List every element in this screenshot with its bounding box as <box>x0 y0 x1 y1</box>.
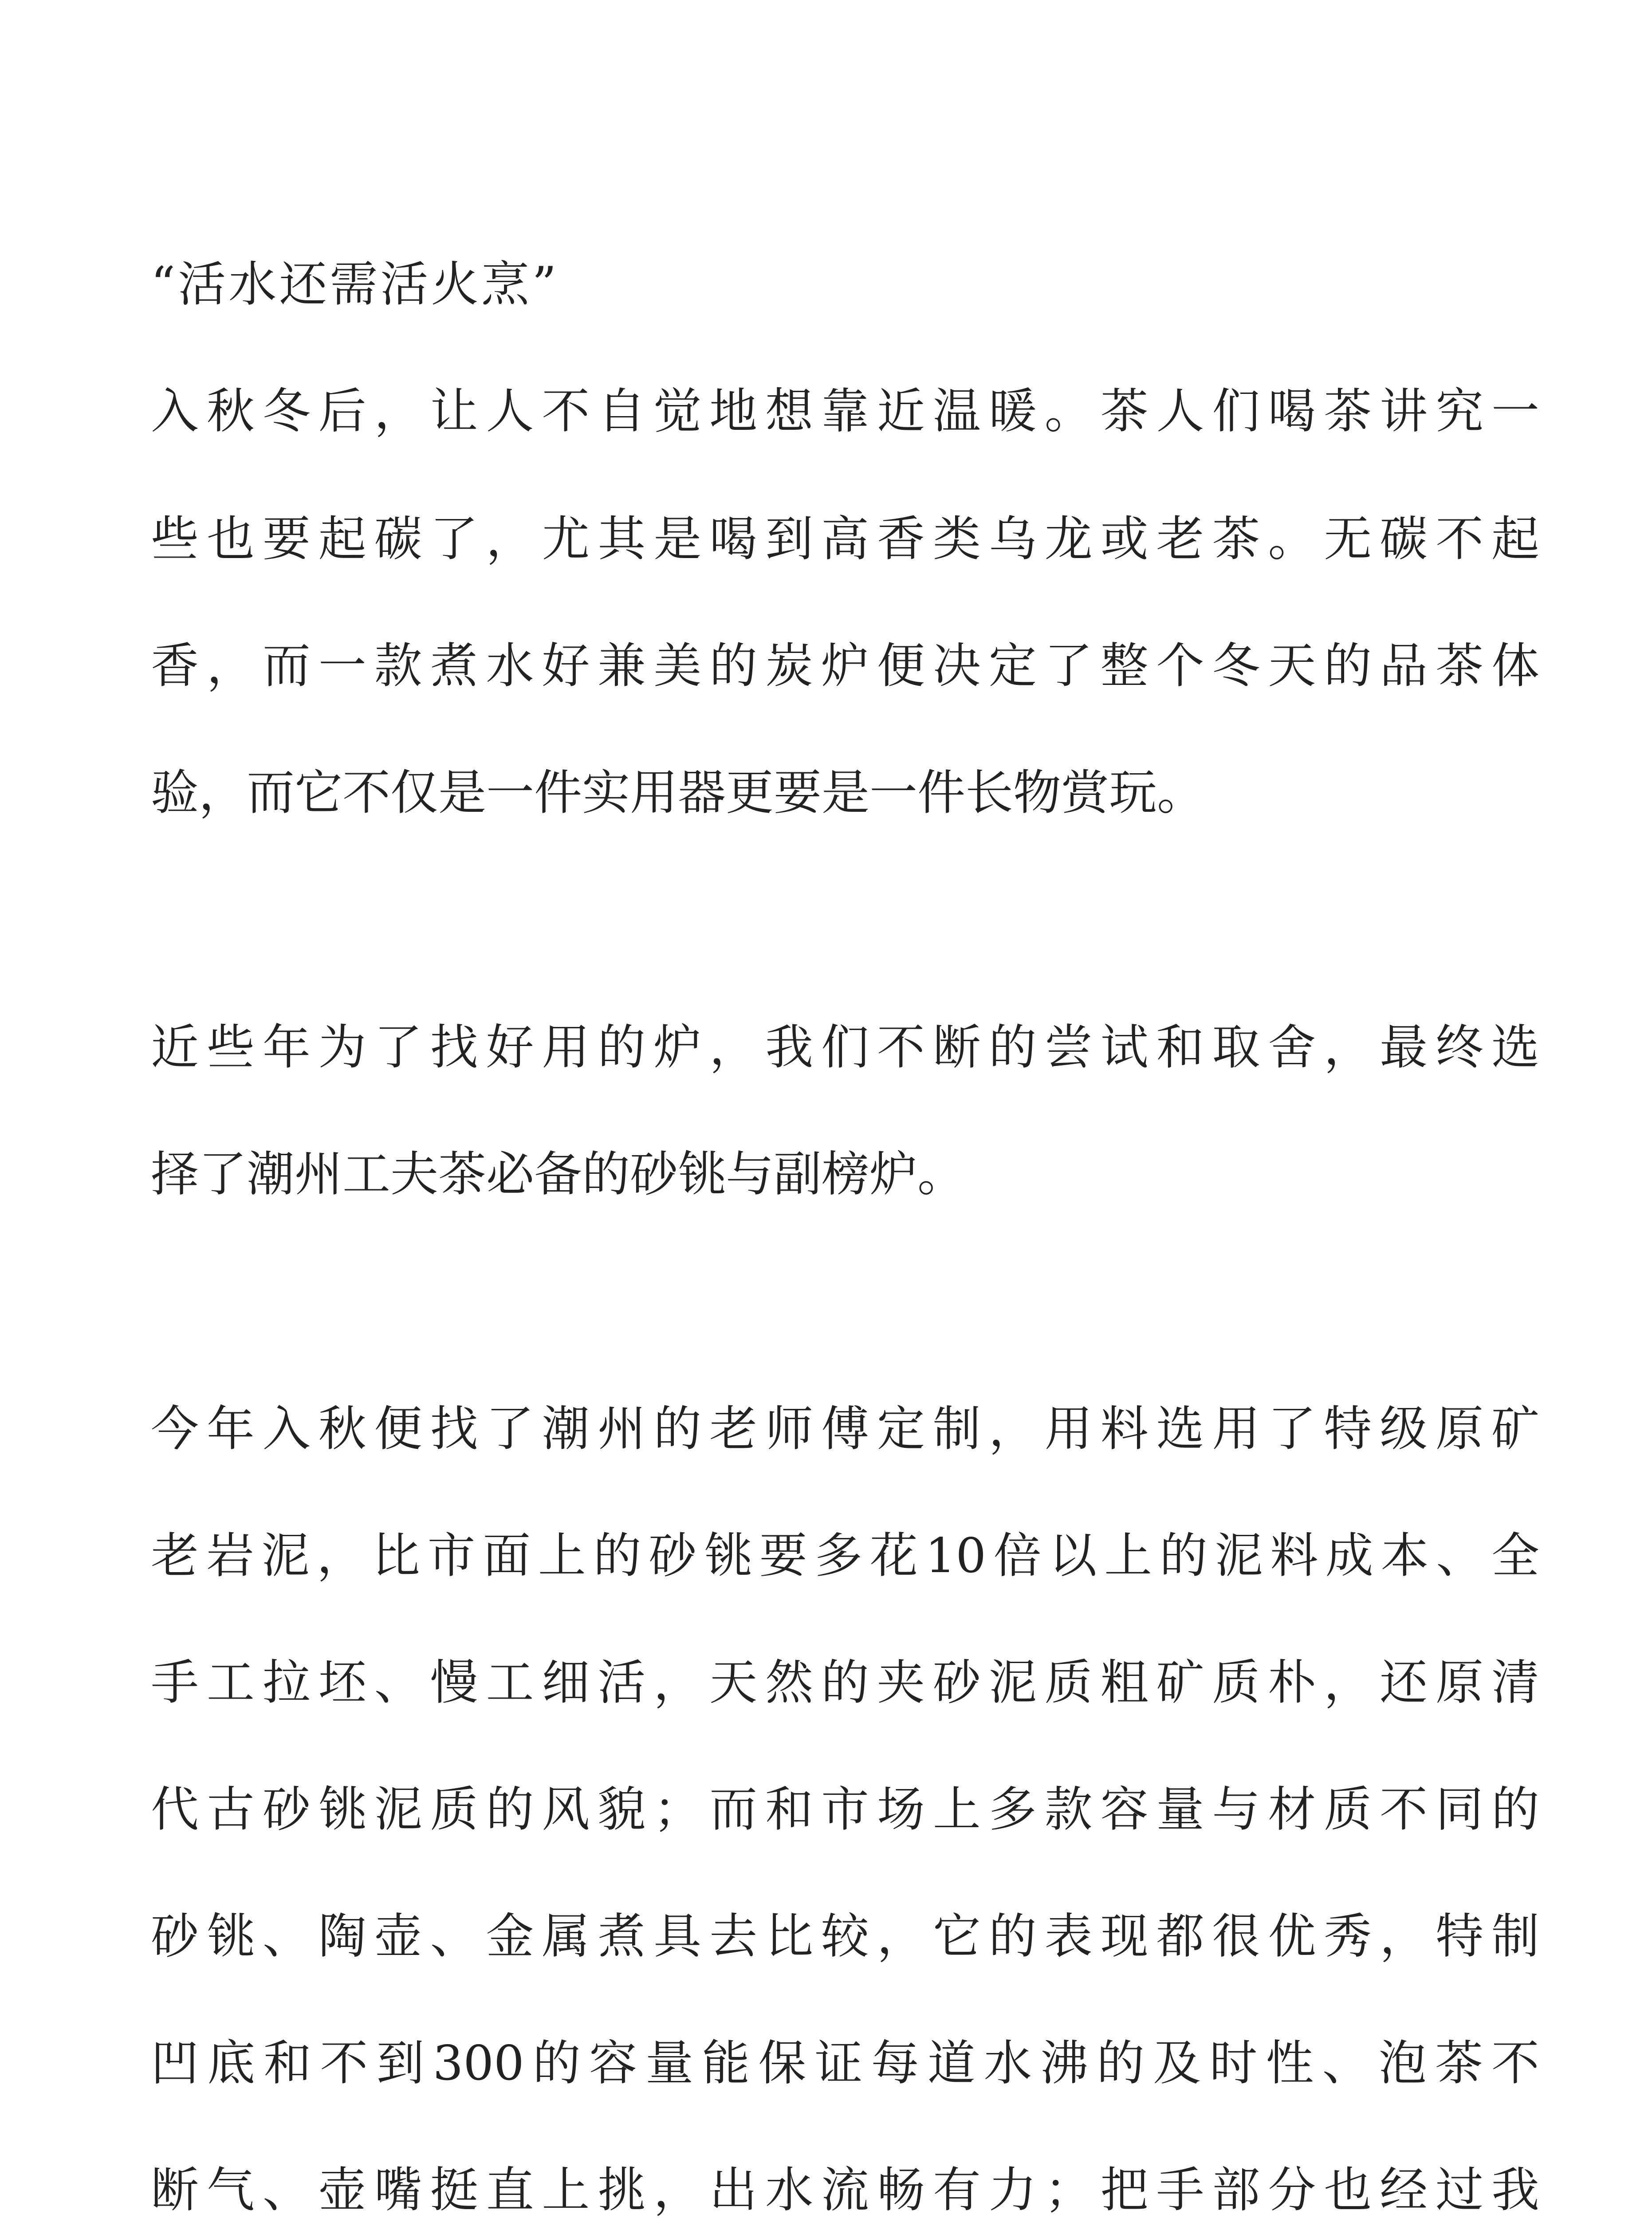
article-title: “活水还需活火烹” <box>151 257 559 312</box>
paragraph-2-line-2: 择了潮州工夫茶必备的砂铫与副榜炉。 <box>151 1147 966 1202</box>
paragraph-3-line-3: 手工拉坯、慢工细活，天然的夹砂泥质粗矿质朴，还原清 <box>151 1655 1539 1711</box>
paragraph-2-line-1: 近些年为了找好用的炉，我们不断的尝试和取舍，最终选 <box>151 1020 1539 1075</box>
paragraph-3-line-7: 断气、壶嘴挺直上挑，出水流畅有力；把手部分也经过我 <box>151 2163 1539 2218</box>
paragraph-3-line-1: 今年入秋便找了潮州的老师傅定制，用料选用了特级原矿 <box>151 1401 1539 1457</box>
paragraph-1-line-3: 香，而一款煮水好兼美的炭炉便决定了整个冬天的品茶体 <box>151 638 1539 694</box>
paragraph-1-line-1: 入秋冬后，让人不自觉地想靠近温暖。茶人们喝茶讲究一 <box>151 384 1539 439</box>
paragraph-1-line-2: 些也要起碳了，尤其是喝到高香类乌龙或老茶。无碳不起 <box>151 511 1539 567</box>
paragraph-3-line-6: 凹底和不到300的容量能保证每道水沸的及时性、泡茶不 <box>151 2036 1539 2091</box>
paragraph-1-line-4: 验，而它不仅是一件实用器更要是一件长物赏玩。 <box>151 765 1205 821</box>
paragraph-3-line-2: 老岩泥，比市面上的砂铫要多花10倍以上的泥料成本、全 <box>151 1528 1539 1584</box>
paragraph-3-line-5: 砂铫、陶壶、金属煮具去比较，它的表现都很优秀，特制 <box>151 1909 1539 1964</box>
paragraph-3-line-4: 代古砂铫泥质的风貌；而和市场上多款容量与材质不同的 <box>151 1782 1539 1837</box>
